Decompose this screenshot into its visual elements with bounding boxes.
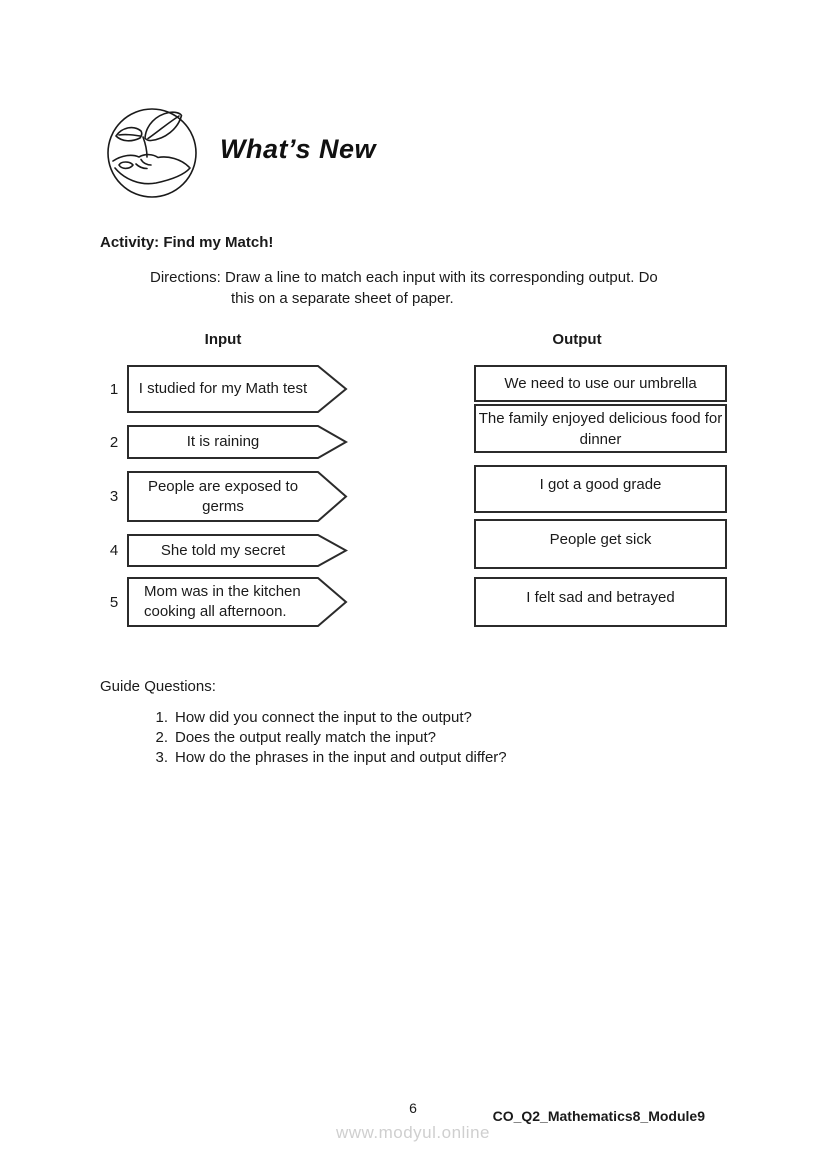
input-item-number: 5 bbox=[109, 593, 119, 611]
hand-holding-seedling-icon bbox=[106, 107, 198, 199]
input-item-text: Mom was in the kitchen cooking all afternoon. bbox=[144, 583, 301, 620]
directions-line2: this on a separate sheet of paper. bbox=[231, 290, 454, 307]
input-item-number: 4 bbox=[109, 542, 119, 559]
input-item-1 bbox=[104, 365, 350, 413]
input-item-text: It is raining bbox=[186, 433, 260, 450]
page-title: What’s New bbox=[220, 134, 377, 164]
output-item-5: I felt sad and betrayed bbox=[474, 577, 727, 627]
watermark: www.modyul.online bbox=[335, 1123, 490, 1142]
output-column-header: Output bbox=[552, 331, 602, 348]
page-number: 6 bbox=[409, 1100, 417, 1116]
question-number: 2. bbox=[155, 729, 168, 746]
output-item-4: People get sick bbox=[474, 519, 727, 569]
guide-question-2 bbox=[148, 728, 436, 748]
question-number: 3. bbox=[155, 749, 168, 766]
output-item-2: The family enjoyed delicious food for dinner bbox=[474, 404, 727, 453]
activity-directions bbox=[150, 267, 740, 309]
output-item-1: We need to use our umbrella bbox=[474, 365, 727, 402]
guide-questions-title: Guide Questions: bbox=[100, 678, 216, 695]
question-text: Does the output really match the input? bbox=[175, 729, 436, 746]
input-item-3 bbox=[104, 471, 350, 522]
input-item-5 bbox=[104, 577, 350, 627]
input-item-4 bbox=[104, 534, 350, 567]
input-item-text: She told my secret bbox=[160, 541, 286, 559]
input-item-number: 1 bbox=[109, 380, 119, 398]
question-number: 1. bbox=[155, 709, 168, 726]
input-item-number: 2 bbox=[109, 433, 119, 451]
guide-question-1 bbox=[148, 708, 472, 728]
output-item-3: I got a good grade bbox=[474, 465, 727, 513]
question-text: How do the phrases in the input and output differ? bbox=[175, 749, 507, 766]
question-text: How did you connect the input to the output? bbox=[175, 709, 472, 726]
directions-line1: Directions: Draw a line to match each input with its corresponding output. Do bbox=[150, 269, 658, 286]
input-item-number: 3 bbox=[109, 488, 119, 505]
input-item-text: People are exposed to germs bbox=[147, 477, 299, 515]
input-item-2 bbox=[104, 425, 350, 459]
activity-title: Activity: Find my Match! bbox=[100, 234, 274, 251]
module-code: CO_Q2_Mathematics8_Module9 bbox=[492, 1108, 705, 1124]
input-item-text: I studied for my Math test bbox=[138, 380, 308, 397]
input-column-header: Input bbox=[204, 331, 242, 348]
guide-question-3 bbox=[148, 748, 507, 768]
